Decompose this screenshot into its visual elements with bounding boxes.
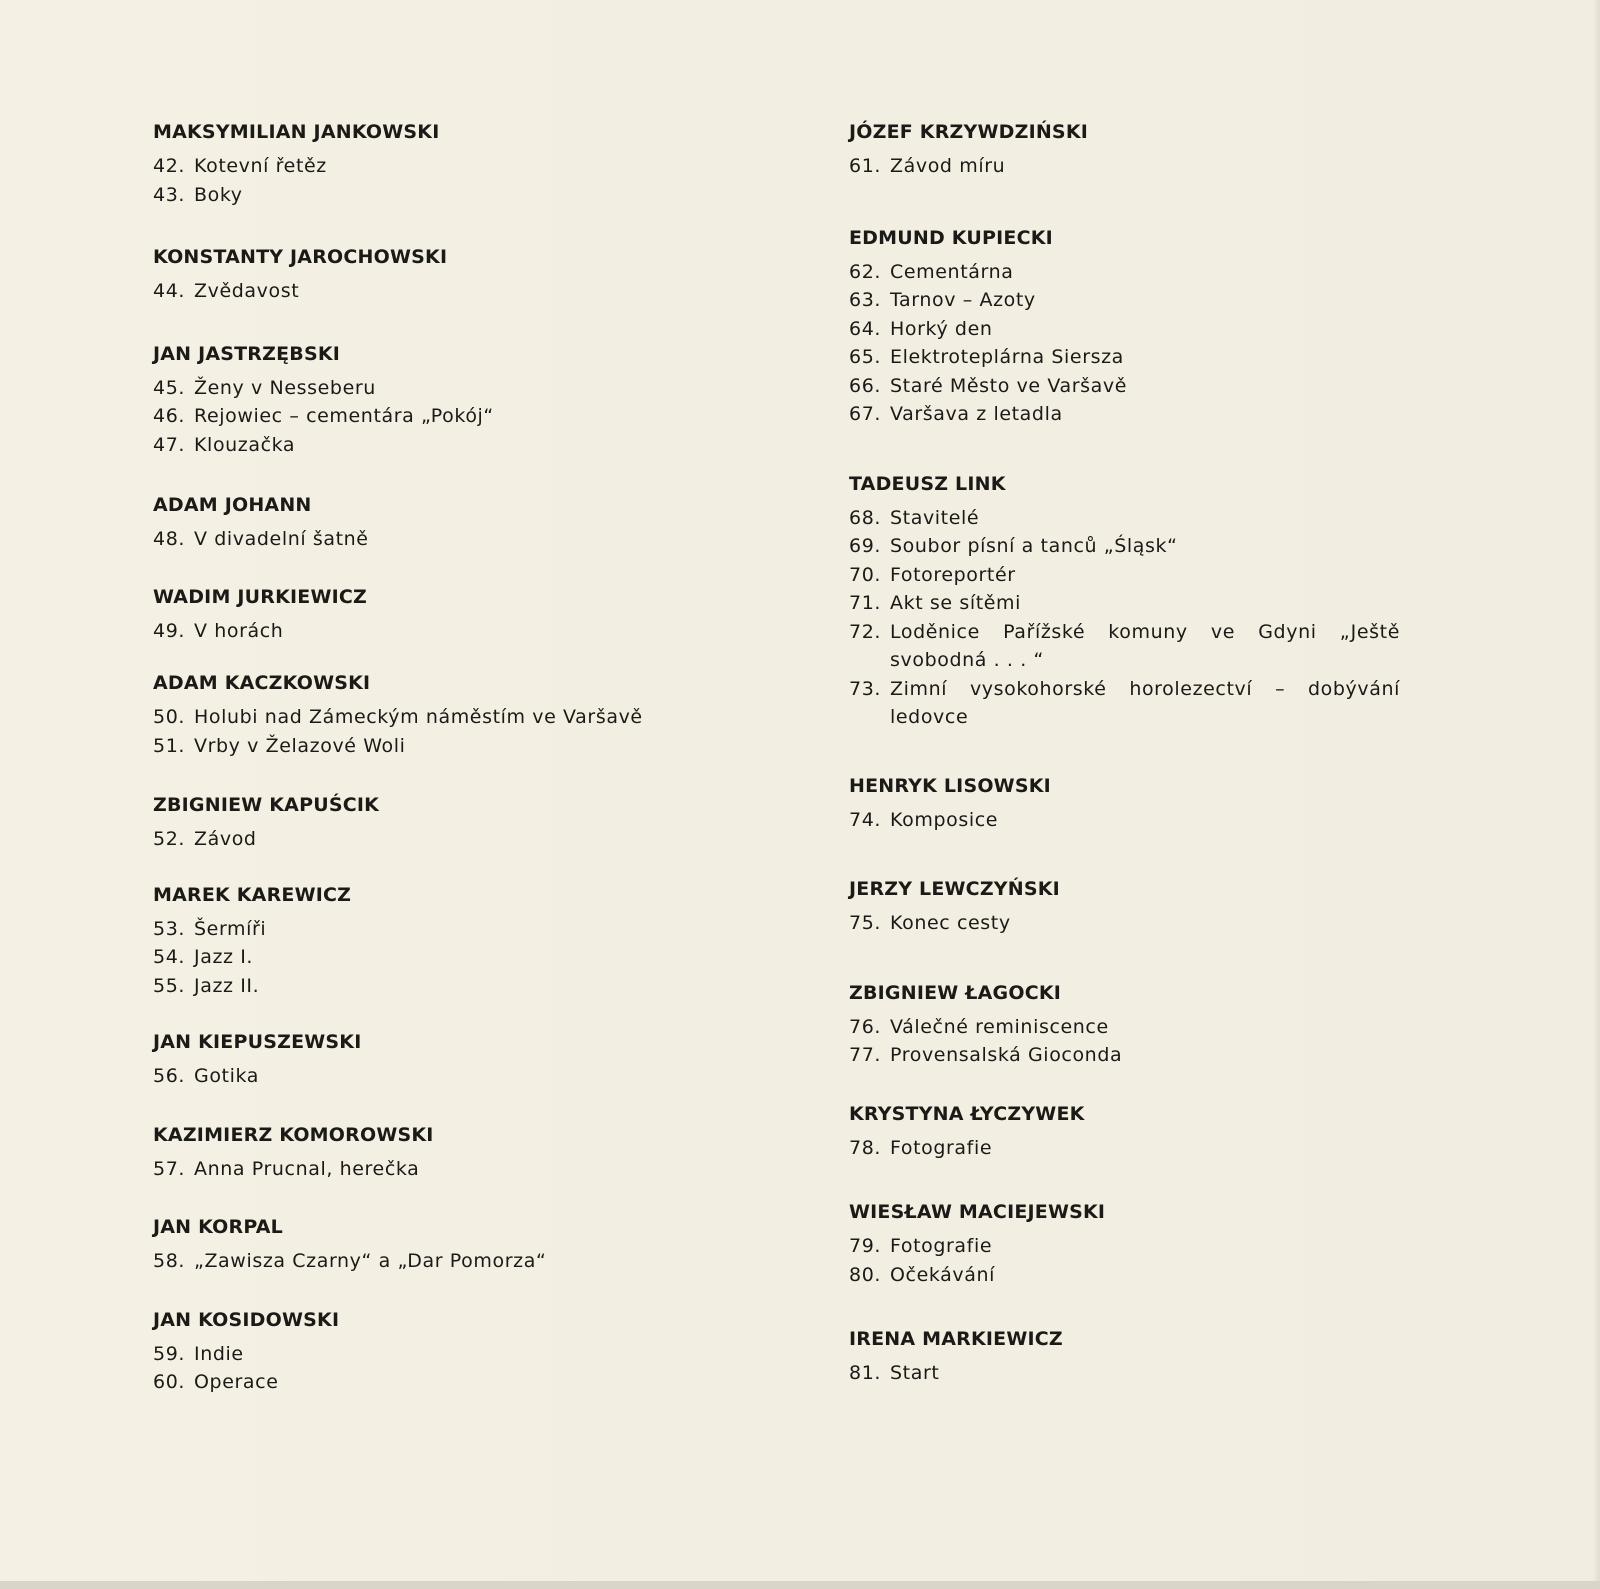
work-number: 70. (849, 563, 882, 586)
work-list (153, 1340, 713, 1397)
work-list (153, 915, 713, 1001)
work-number: 77. (849, 1044, 882, 1066)
artist-entry (153, 669, 713, 760)
artist-name: ADAM KACZKOWSKI (153, 672, 371, 694)
work-number: 72. (849, 620, 882, 643)
list-item (849, 400, 1409, 429)
work-title: V horách (194, 619, 284, 642)
work-title: Závod (194, 828, 257, 850)
work-number: 53. (153, 917, 186, 940)
artist-entry (153, 791, 713, 854)
work-list (849, 1232, 1409, 1289)
artist-name: TADEUSZ LINK (849, 472, 1006, 495)
work-title: Konec cesty (890, 912, 1011, 934)
artist-name: ZBIGNIEW ŁAGOCKI (849, 981, 1062, 1004)
artist-entry (153, 491, 713, 554)
work-title: Očekávání (890, 1263, 996, 1286)
work-number: 62. (849, 260, 882, 283)
list-item (153, 1368, 713, 1397)
work-list (849, 1359, 1409, 1388)
work-title: Stavitelé (890, 506, 980, 529)
artist-name: KONSTANTY JAROCHOWSKI (153, 246, 448, 268)
right-column (849, 118, 1409, 1388)
artist-entry (153, 340, 713, 460)
artist-entry (153, 1306, 713, 1397)
artist-name: ZBIGNIEW KAPUŚCIK (153, 794, 380, 816)
work-title: Soubor písní a tanců „Śląsk“ (890, 535, 1178, 557)
work-list (153, 825, 713, 854)
work-title: Varšava z letadla (890, 403, 1063, 425)
list-item (153, 402, 713, 431)
artist-name: JERZY LEWCZYŃSKI (849, 878, 1060, 900)
artist-entry (849, 1198, 1409, 1289)
list-item (849, 561, 1409, 590)
list-item (153, 732, 713, 761)
list-item (849, 372, 1409, 401)
list-item (153, 277, 713, 306)
work-title: Šermíři (194, 917, 267, 940)
work-number: 50. (153, 706, 186, 728)
work-list (153, 617, 713, 646)
work-title: Akt se sítěmi (890, 592, 1022, 614)
list-item (153, 431, 713, 460)
work-title: Holubi nad Zámeckým náměstím ve Varšavě (194, 706, 643, 728)
list-item (153, 825, 713, 854)
work-list (153, 1155, 713, 1184)
artist-entry (153, 1121, 713, 1184)
work-title: Rejowiec – cementára „Pokój“ (194, 405, 494, 427)
artist-name: IRENA MARKIEWICZ (849, 1328, 1063, 1350)
list-item (153, 1247, 713, 1276)
artist-name: HENRYK LISOWSKI (849, 774, 1051, 797)
work-title: Operace (194, 1371, 279, 1393)
work-number: 42. (153, 155, 186, 177)
list-item (849, 806, 1409, 835)
work-number: 67. (849, 403, 882, 425)
list-item (849, 909, 1409, 938)
work-title: Komposice (890, 808, 999, 831)
work-title: Indie (194, 1342, 244, 1365)
list-item (849, 315, 1409, 344)
work-title: Vrby v Želazové Woli (194, 734, 406, 757)
work-number: 57. (153, 1157, 186, 1180)
artist-entry (849, 118, 1409, 181)
work-title: Anna Prucnal, herečka (194, 1157, 420, 1180)
work-number: 69. (849, 535, 882, 557)
work-title: Klouzačka (194, 433, 296, 456)
work-title: Horký den (890, 317, 993, 340)
left-column (153, 118, 713, 1397)
list-item (849, 1134, 1409, 1163)
artist-entry (849, 1325, 1409, 1388)
work-title: Gotika (194, 1065, 259, 1087)
list-item (153, 617, 713, 646)
work-title: Zimní vysokohorské horolezectví – dobývání ledovce (890, 677, 1400, 728)
work-list (153, 1247, 713, 1276)
list-item (849, 532, 1409, 561)
list-item (849, 589, 1409, 618)
work-number: 79. (849, 1235, 882, 1257)
work-number: 49. (153, 619, 186, 642)
work-number: 54. (153, 946, 186, 968)
work-number: 45. (153, 376, 186, 399)
artist-name: JÓZEF KRZYWDZIŃSKI (849, 121, 1089, 143)
work-title: Jazz II. (194, 974, 260, 997)
work-number: 58. (153, 1250, 186, 1272)
artist-entry (153, 1028, 713, 1091)
artist-entry (849, 470, 1409, 732)
work-list (849, 1134, 1409, 1163)
work-list (849, 909, 1409, 938)
work-number: 66. (849, 374, 882, 397)
work-title: Start (890, 1362, 940, 1384)
work-title: „Zawisza Czarny“ a „Dar Pomorza“ (194, 1250, 547, 1272)
artist-entry (153, 583, 713, 646)
work-list (849, 258, 1409, 429)
work-list (153, 525, 713, 554)
work-number: 56. (153, 1065, 186, 1087)
list-item (849, 152, 1409, 181)
work-number: 61. (849, 155, 882, 177)
work-title: Staré Město ve Varšavě (890, 374, 1127, 397)
list-item (849, 1232, 1409, 1261)
artist-entry (849, 979, 1409, 1070)
work-number: 81. (849, 1362, 882, 1384)
work-title: Fotografie (890, 1136, 993, 1159)
list-item (153, 1062, 713, 1091)
work-number: 47. (153, 433, 186, 456)
work-number: 64. (849, 317, 882, 340)
work-title: Závod míru (890, 155, 1006, 177)
list-item (849, 343, 1409, 372)
work-number: 73. (849, 677, 882, 700)
work-list (153, 277, 713, 306)
work-list (153, 703, 713, 760)
work-title: Zvědavost (194, 280, 300, 302)
list-item (849, 286, 1409, 315)
work-title: V divadelní šatně (194, 528, 369, 550)
artist-name: WIESŁAW MACIEJEWSKI (849, 1201, 1106, 1223)
work-title: Cementárna (890, 260, 1014, 283)
artist-entry (849, 875, 1409, 938)
work-title: Elektroteplárna Siersza (890, 346, 1124, 368)
artist-entry (153, 118, 713, 209)
work-list (849, 806, 1409, 835)
work-number: 78. (849, 1136, 882, 1159)
work-title: Jazz I. (194, 946, 254, 968)
list-item (849, 1041, 1409, 1070)
work-list (153, 374, 713, 460)
artist-name: MAKSYMILIAN JANKOWSKI (153, 121, 440, 143)
artist-name: JAN JASTRZĘBSKI (153, 342, 341, 365)
artist-name: WADIM JURKIEWICZ (153, 585, 368, 608)
work-number: 80. (849, 1263, 882, 1286)
work-number: 59. (153, 1342, 186, 1365)
page-edge (1594, 0, 1600, 1589)
artist-entry (849, 224, 1409, 429)
work-number: 52. (153, 828, 186, 850)
list-item (849, 1359, 1409, 1388)
artist-entry (153, 881, 713, 1001)
work-number: 43. (153, 183, 186, 206)
list-item (849, 1261, 1409, 1290)
artist-name: EDMUND KUPIECKI (849, 226, 1053, 249)
work-list (153, 1062, 713, 1091)
list-item (153, 1155, 713, 1184)
work-title: Loděnice Pařížské komuny ve Gdyni „Ještě svobodná . . . “ (890, 620, 1400, 671)
artist-name: MAREK KAREWICZ (153, 883, 352, 906)
list-item (153, 972, 713, 1001)
work-number: 63. (849, 289, 882, 311)
list-item (849, 504, 1409, 533)
work-title: Fotografie (890, 1235, 993, 1257)
work-number: 44. (153, 280, 186, 302)
work-number: 75. (849, 912, 882, 934)
list-item (153, 915, 713, 944)
list-item (153, 374, 713, 403)
artist-entry (153, 243, 713, 306)
page-edge (0, 1581, 1600, 1589)
artist-name: JAN KIEPUSZEWSKI (153, 1031, 362, 1053)
work-number: 65. (849, 346, 882, 368)
work-title: Tarnov – Azoty (890, 289, 1036, 311)
list-item (849, 675, 1409, 732)
work-list (849, 1013, 1409, 1070)
work-list (153, 152, 713, 209)
list-item (153, 943, 713, 972)
artist-entry (849, 1100, 1409, 1163)
artist-name: ADAM JOHANN (153, 494, 312, 516)
list-item (849, 258, 1409, 287)
work-number: 51. (153, 734, 186, 757)
work-title: Ženy v Nesseberu (194, 376, 376, 399)
list-item (153, 181, 713, 210)
work-number: 68. (849, 506, 882, 529)
artist-name: KAZIMIERZ KOMOROWSKI (153, 1123, 434, 1146)
list-item (849, 1013, 1409, 1042)
list-item (153, 1340, 713, 1369)
work-title: Kotevní řetěz (194, 155, 327, 177)
artist-name: JAN KORPAL (153, 1216, 283, 1238)
work-number: 74. (849, 808, 882, 831)
work-number: 55. (153, 974, 186, 997)
work-number: 60. (153, 1371, 186, 1393)
work-number: 76. (849, 1015, 882, 1038)
work-number: 48. (153, 528, 186, 550)
artist-name: KRYSTYNA ŁYCZYWEK (849, 1102, 1085, 1125)
artist-name: JAN KOSIDOWSKI (153, 1308, 340, 1331)
list-item (153, 703, 713, 732)
work-title: Válečné reminiscence (890, 1015, 1109, 1038)
artist-entry (153, 1213, 713, 1276)
work-number: 71. (849, 592, 882, 614)
work-list (849, 152, 1409, 181)
work-title: Provensalská Gioconda (890, 1044, 1123, 1066)
work-title: Fotoreportér (890, 563, 1016, 586)
list-item (153, 525, 713, 554)
work-number: 46. (153, 405, 186, 427)
work-title: Boky (194, 183, 243, 206)
artist-entry (849, 772, 1409, 835)
work-list (849, 504, 1409, 732)
list-item (153, 152, 713, 181)
list-item (849, 618, 1409, 675)
